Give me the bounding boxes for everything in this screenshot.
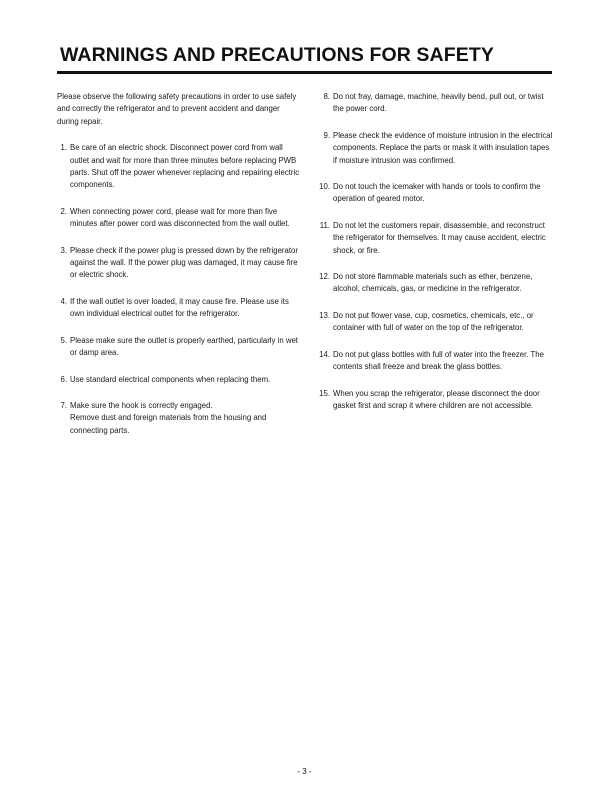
precaution-item-10 bbox=[315, 181, 555, 206]
item-text: Do not put flower vase, cup, cosmetics, chemicals, etc., or container with full of water on the top of the refrigerator. bbox=[333, 310, 534, 333]
precaution-item-8 bbox=[315, 91, 555, 116]
item-number: 10. bbox=[319, 182, 330, 192]
item-number: 8. bbox=[323, 92, 330, 101]
precaution-item-14 bbox=[315, 349, 555, 374]
item-text: Use standard electrical components when replacing them. bbox=[70, 374, 271, 384]
precaution-item-11 bbox=[315, 220, 555, 257]
precaution-item-13 bbox=[315, 310, 555, 335]
right-column bbox=[315, 91, 555, 426]
precaution-item-2 bbox=[57, 206, 302, 231]
left-column bbox=[57, 91, 302, 451]
item-number: 1. bbox=[60, 143, 67, 153]
item-number: 12. bbox=[319, 272, 330, 282]
precaution-item-1 bbox=[57, 142, 302, 192]
item-number: 13. bbox=[319, 310, 330, 320]
precaution-item-4 bbox=[57, 296, 302, 321]
item-number: 2. bbox=[60, 206, 67, 216]
item-number: 5. bbox=[60, 335, 67, 345]
item-text: If the wall outlet is over loaded, it may cause fire. Please use its own individual electrical outlet for the refrigerator. bbox=[70, 296, 289, 319]
precaution-item-12 bbox=[315, 271, 555, 296]
intro-paragraph: Please observe the following safety precautions in order to use safely and correctly the refrigerator and to prevent accident and danger during repair. bbox=[57, 92, 297, 126]
item-number: 14. bbox=[319, 349, 330, 359]
item-number: 3. bbox=[60, 245, 67, 255]
item-text: Please check the evidence of moisture intrusion in the electrical components. Replace the parts or mask it with insulation tapes if moisture intrusion was confirmed. bbox=[333, 130, 553, 165]
item-number: 4. bbox=[60, 296, 67, 306]
precaution-item-7 bbox=[57, 400, 302, 437]
item-text: Do not let the customers repair, disassemble, and reconstruct the refrigerator for themselves. It may cause accident, electric shock, or fire. bbox=[333, 220, 546, 255]
item-number: 6. bbox=[60, 374, 67, 384]
precaution-item-6 bbox=[57, 374, 302, 386]
item-number: 7. bbox=[60, 400, 67, 410]
precaution-item-9 bbox=[315, 130, 555, 167]
item-text: When connecting power cord, please wait for more than five minutes after power cord was disconnected from the wall outlet. bbox=[70, 206, 290, 229]
item-number: 11. bbox=[319, 220, 330, 230]
item-text: Please make sure the outlet is properly earthed, particularly in wet or damp area. bbox=[70, 335, 298, 358]
item-text: When you scrap the refrigerator, please disconnect the door gasket first and scrap it where children are not accessible. bbox=[333, 388, 540, 410]
precaution-item-3 bbox=[57, 245, 302, 282]
item-text: Make sure the hook is correctly engaged. Remove dust and foreign materials from the housing and connecting parts. bbox=[70, 400, 267, 435]
item-text: Do not touch the icemaker with hands or tools to confirm the operation of geared motor. bbox=[333, 182, 541, 204]
item-number: 9. bbox=[323, 130, 330, 140]
title-underline bbox=[57, 71, 552, 74]
precaution-item-15 bbox=[315, 388, 555, 413]
page-title: WARNINGS AND PRECAUTIONS FOR SAFETY bbox=[60, 44, 494, 66]
precaution-item-5 bbox=[57, 335, 302, 360]
item-text: Please check if the power plug is pressed down by the refrigerator against the wall. If the power plug was damaged, it may cause fire or electric shock. bbox=[70, 245, 298, 280]
item-text: Do not store flammable materials such as ether, benzene, alcohol, chemicals, gas, or medicine in the refrigerator. bbox=[333, 272, 533, 294]
page-number: - 3 - bbox=[297, 767, 312, 776]
item-number: 15. bbox=[319, 388, 330, 398]
item-text: Do not fray, damage, machine, heavily bend, pull out, or twist the power cord. bbox=[333, 92, 544, 114]
item-text: Do not put glass bottles with full of water into the freezer. The contents shall freeze and break the glass bottles. bbox=[333, 349, 544, 372]
item-text: Be care of an electric shock. Disconnect power cord from wall outlet and wait for more than three minutes before replacing PWB parts. Shut off the power whenever replacing and repairing electric components. bbox=[70, 143, 300, 190]
